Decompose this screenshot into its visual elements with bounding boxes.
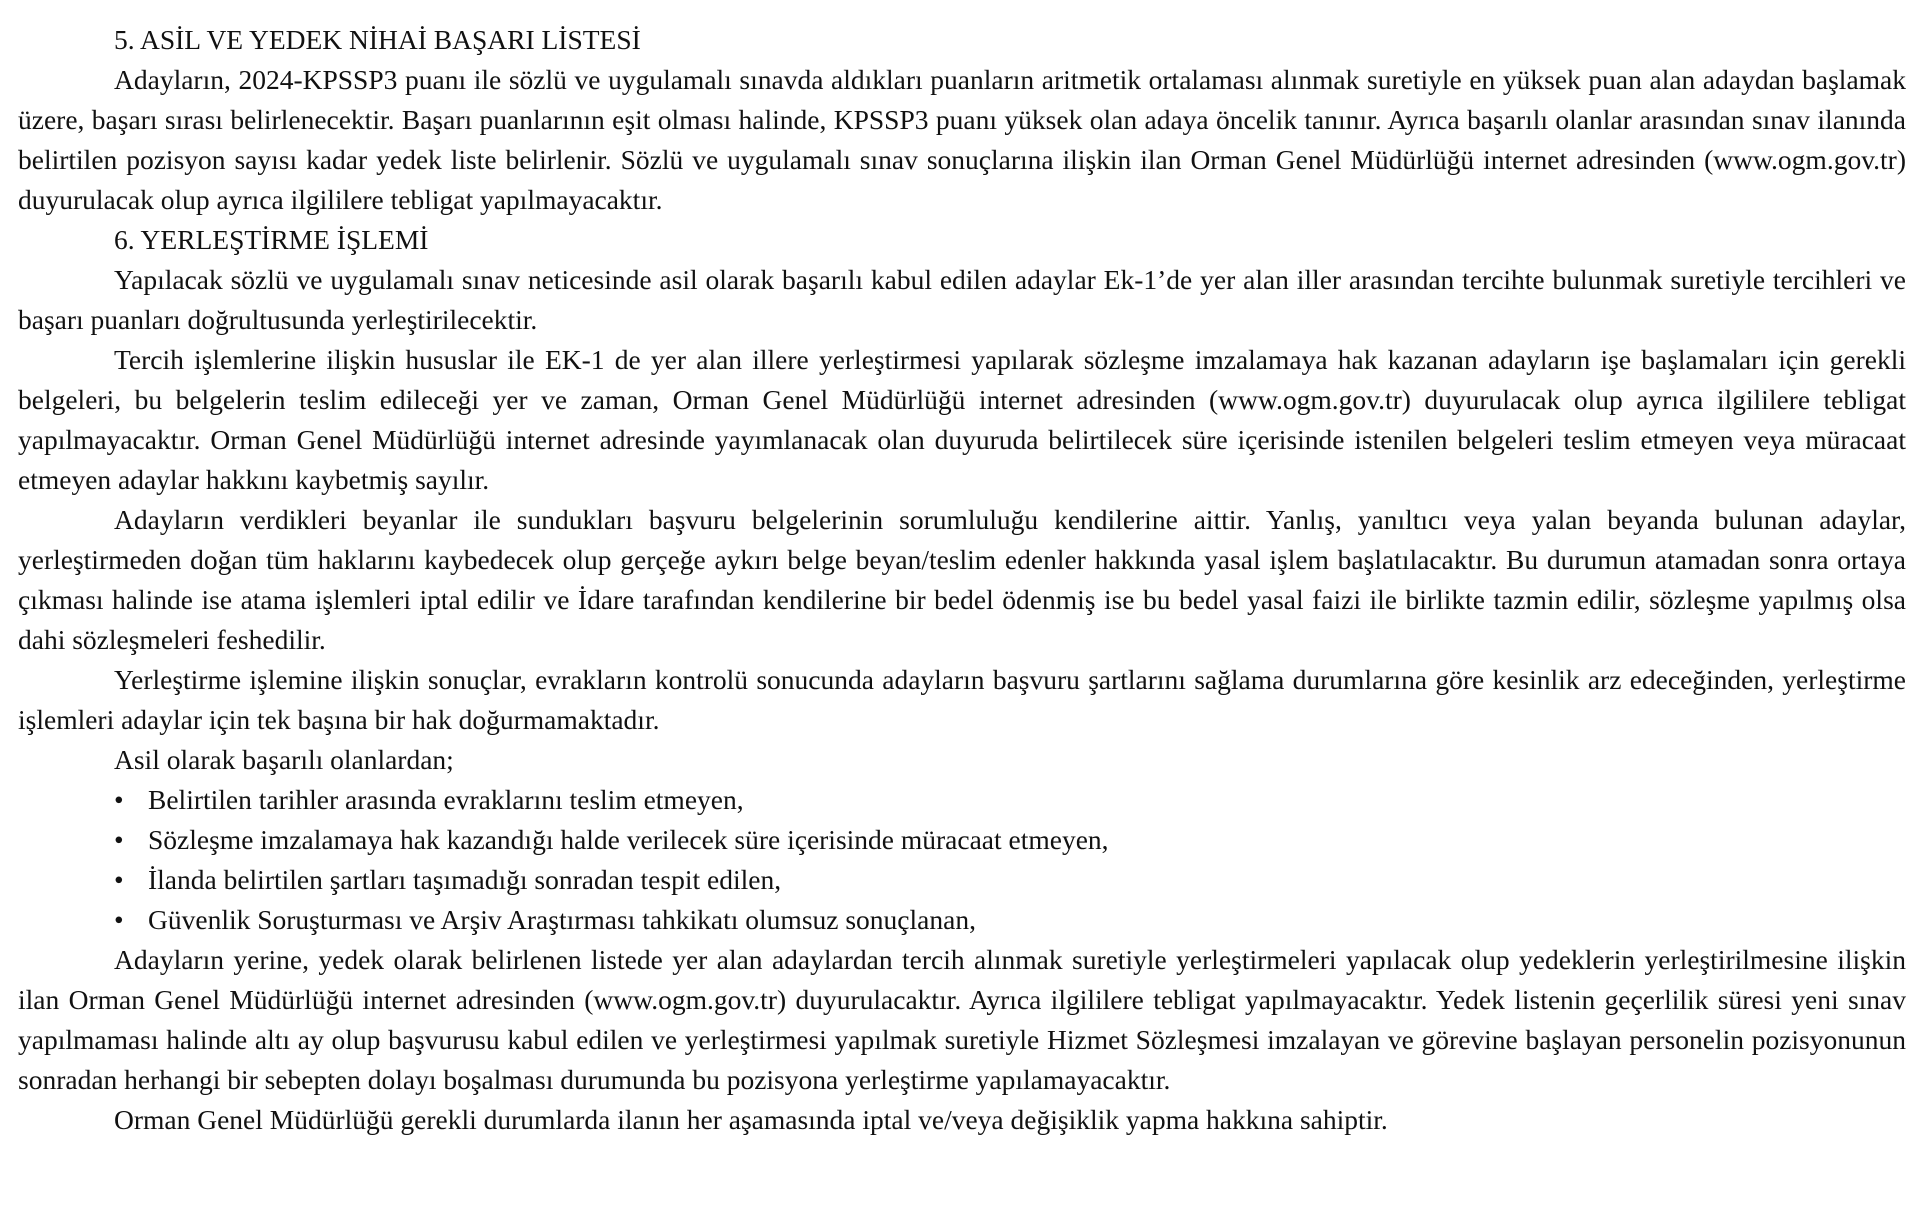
paragraph-basari-sirasi: Adayların, 2024-KPSSP3 puanı ile sözlü ve uygulamalı sınavda aldıkları puanların aritmetik ortalaması alınmak suretiyle en yüksek puan alan adaydan başlamak üzere, başarı sırası belirlenecektir. Başarı puanlarının eşit olması halinde, KPSSP3 puanı yüksek olan adaya öncelik tanınır. Ayrıca başarılı olanlar arasından sınav ilanında belirtilen pozisyon sayısı kadar yedek liste belirlenir. Sözlü ve uygulamalı sınav sonuçlarına ilişkin ilan Orman Genel Müdürlüğü internet adresinden (www.ogm.gov.tr) duyurulacak olup ayrıca ilgililere tebligat yapılmayacaktır. <box>18 64 1906 215</box>
bullet-list <box>18 780 1906 940</box>
list-item: • İlanda belirtilen şartları taşımadığı sonradan tespit edilen, <box>114 860 1906 900</box>
list-intro: Asil olarak başarılı olanlardan; <box>114 744 454 775</box>
list-item: • Belirtilen tarihler arasında evraklarını teslim etmeyen, <box>114 780 1906 820</box>
paragraph-beyan-sorumlulugu: Adayların verdikleri beyanlar ile sundukları başvuru belgelerinin sorumluluğu kendilerine aittir. Yanlış, yanıltıcı veya yalan beyanda bulunan adaylar, yerleştirmeden doğan tüm haklarını kaybedecek olup gerçeğe aykırı belge beyan/teslim edenler hakkında yasal işlem başlatılacaktır. Bu durumun atamadan sonra ortaya çıkması halinde ise atama işlemleri iptal edilir ve İdare tarafından kendilerine bir bedel ödenmiş ise bu bedel yasal faizi ile birlikte tazmin edilir, sözleşme yapılmış olsa dahi sözleşmeleri feshedilir. <box>18 504 1906 655</box>
section-yerlestirme-islemi <box>18 220 1906 1140</box>
section-heading-5: 5. ASİL VE YEDEK NİHAİ BAŞARI LİSTESİ <box>114 24 641 55</box>
list-item: • Sözleşme imzalamaya hak kazandığı halde verilecek süre içerisinde müracaat etmeyen, <box>114 820 1906 860</box>
paragraph-yedek-liste: Adayların yerine, yedek olarak belirlenen listede yer alan adaylardan tercih alınmak suretiyle yerleştirmeleri yapılacak olup yedeklerin yerleştirilmesine ilişkin ilan Orman Genel Müdürlüğü internet adresinden (www.ogm.gov.tr) duyurulacaktır. Ayrıca ilgililere tebligat yapılmayacaktır. Yedek listenin geçerlilik süresi yeni sınav yapılmaması halinde altı ay olup başvurusu kabul edilen ve yerleştirmesi yapılmak suretiyle Hizmet Sözleşmesi imzalayan ve görevine başlayan personelin pozisyonunun sonradan herhangi bir sebepten dolayı boşalması durumunda bu pozisyona yerleştirme yapılamayacaktır. <box>18 944 1906 1095</box>
paragraph-yerlestirme-sonuclari: Yerleştirme işlemine ilişkin sonuçlar, evrakların kontrolü sonucunda adayların başvuru şartlarını sağlama durumlarına göre kesinlik arz edeceğinden, yerleştirme işlemleri adaylar için tek başına bir hak doğurmamaktadır. <box>18 664 1906 735</box>
section-asil-yedek-basari-listesi <box>18 20 1906 220</box>
section-heading-6: 6. YERLEŞTİRME İŞLEMİ <box>114 224 429 255</box>
paragraph-tercih-islemleri: Tercih işlemlerine ilişkin hususlar ile EK-1 de yer alan illere yerleştirmesi yapılarak sözleşme imzalamaya hak kazanan adayların işe başlamaları için gerekli belgeleri, bu belgelerin teslim edileceği yer ve zaman, Orman Genel Müdürlüğü internet adresinden (www.ogm.gov.tr) duyurulacak olup ayrıca ilgililere tebligat yapılmayacaktır. Orman Genel Müdürlüğü internet adresinde yayımlanacak olan duyuruda belirtilecek süre içerisinde istenilen belgeleri teslim etmeyen veya müracaat etmeyen adaylar hakkını kaybetmiş sayılır. <box>18 344 1906 495</box>
list-item: • Güvenlik Soruşturması ve Arşiv Araştırması tahkikatı olumsuz sonuçlanan, <box>114 900 1906 940</box>
paragraph-yerlestirme-tercih: Yapılacak sözlü ve uygulamalı sınav neticesinde asil olarak başarılı kabul edilen adaylar Ek-1’de yer alan iller arasından tercihte bulunmak suretiyle tercihleri ve başarı puanları doğrultusunda yerleştirilecektir. <box>18 264 1906 335</box>
paragraph-iptal-hakki: Orman Genel Müdürlüğü gerekli durumlarda ilanın her aşamasında iptal ve/veya değişiklik yapma hakkına sahiptir. <box>114 1104 1388 1135</box>
